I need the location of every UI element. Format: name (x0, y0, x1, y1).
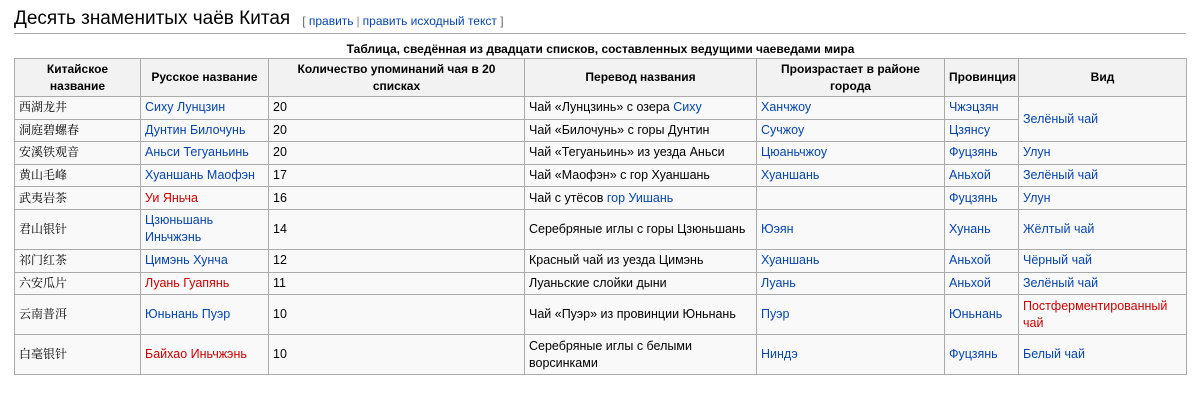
cell-city[interactable]: Юэян (757, 209, 945, 249)
cell-translation: Красный чай из уезда Цимэнь (525, 249, 757, 272)
cell-russian-name[interactable]: Хуаншань Маофэн (141, 164, 269, 187)
table-row (15, 335, 1187, 375)
table-row (15, 249, 1187, 272)
cell-russian-name[interactable]: Цзюньшань Иньчжэнь (141, 209, 269, 249)
cell-translation: Чай «Маофэн» с гор Хуаншань (525, 164, 757, 187)
table-row (15, 97, 1187, 120)
cell-province[interactable]: Цзянсу (945, 119, 1019, 142)
cell-chinese-name: 武夷岩茶 (15, 187, 141, 210)
edit-section-links (302, 12, 503, 30)
header-province: Провинция (945, 59, 1019, 97)
cell-count: 20 (269, 119, 525, 142)
cell-translation: Серебряные иглы с белыми ворсинками (525, 335, 757, 375)
cell-russian-name[interactable]: Байхао Иньчжэнь (141, 335, 269, 375)
cell-city[interactable]: Сучжоу (757, 119, 945, 142)
cell-province[interactable]: Хунань (945, 209, 1019, 249)
cell-count: 10 (269, 295, 525, 335)
cell-count: 12 (269, 249, 525, 272)
cell-city[interactable]: Луань (757, 272, 945, 295)
cell-count: 17 (269, 164, 525, 187)
section-heading (14, 6, 1186, 34)
cell-province[interactable]: Чжэцзян (945, 97, 1019, 120)
translation-text: Чай с утёсов (529, 190, 607, 205)
cell-chinese-name: 西湖龙井 (15, 97, 141, 120)
cell-province[interactable]: Фуцзянь (945, 142, 1019, 165)
cell-chinese-name: 祁门红茶 (15, 249, 141, 272)
table-row (15, 295, 1187, 335)
cell-chinese-name: 安溪铁观音 (15, 142, 141, 165)
cell-translation: Чай «Тегуаньинь» из уезда Аньси (525, 142, 757, 165)
cell-kind[interactable]: Жёлтый чай (1019, 209, 1187, 249)
edit-separator: | (356, 14, 360, 28)
header-city: Произрастает в районе города (757, 59, 945, 97)
cell-city[interactable]: Ниндэ (757, 335, 945, 375)
cell-city[interactable]: Ханчжоу (757, 97, 945, 120)
cell-city[interactable]: Хуаншань (757, 249, 945, 272)
table-row (15, 209, 1187, 249)
cell-kind[interactable]: Улун (1019, 187, 1187, 210)
edit-source-link[interactable]: править исходный текст (362, 14, 497, 28)
header-kind: Вид (1019, 59, 1187, 97)
cell-kind[interactable]: Белый чай (1019, 335, 1187, 375)
cell-kind[interactable]: Чёрный чай (1019, 249, 1187, 272)
cell-city[interactable]: Хуаншань (757, 164, 945, 187)
table-row (15, 187, 1187, 210)
table-row (15, 164, 1187, 187)
cell-city[interactable]: Цюаньчжоу (757, 142, 945, 165)
cell-russian-name[interactable]: Сиху Лунцзин (141, 97, 269, 120)
cell-count: 10 (269, 335, 525, 375)
cell-translation (525, 97, 757, 120)
cell-kind[interactable]: Зелёный чай (1019, 272, 1187, 295)
cell-translation: Луаньские слойки дыни (525, 272, 757, 295)
cell-russian-name[interactable]: Луань Гуапянь (141, 272, 269, 295)
cell-kind[interactable]: Зелёный чай (1019, 97, 1187, 142)
cell-russian-name[interactable]: Юньнань Пуэр (141, 295, 269, 335)
cell-kind[interactable]: Зелёный чай (1019, 164, 1187, 187)
cell-translation: Чай «Пуэр» из провинции Юньнань (525, 295, 757, 335)
cell-chinese-name: 君山银针 (15, 209, 141, 249)
cell-province[interactable]: Аньхой (945, 249, 1019, 272)
cell-city (757, 187, 945, 210)
cell-kind[interactable]: Улун (1019, 142, 1187, 165)
cell-translation: Серебряные иглы с горы Цзюньшань (525, 209, 757, 249)
translation-link[interactable]: гор Уишань (606, 190, 674, 205)
cell-russian-name[interactable]: Цимэнь Хунча (141, 249, 269, 272)
cell-translation: Чай «Билочунь» с горы Дунтин (525, 119, 757, 142)
header-translation: Перевод названия (525, 59, 757, 97)
cell-russian-name[interactable]: Дунтин Билочунь (141, 119, 269, 142)
cell-count: 16 (269, 187, 525, 210)
table-row (15, 142, 1187, 165)
cell-chinese-name: 洞庭碧螺春 (15, 119, 141, 142)
table-caption: Таблица, сведённая из двадцати списков, составленных ведущими чаеведами мира (346, 42, 855, 56)
cell-chinese-name: 六安瓜片 (15, 272, 141, 295)
cell-count: 20 (269, 97, 525, 120)
header-chinese-name: Китайское название (15, 59, 141, 97)
cell-chinese-name: 白毫银针 (15, 335, 141, 375)
cell-province[interactable]: Фуцзянь (945, 335, 1019, 375)
cell-chinese-name: 云南普洱 (15, 295, 141, 335)
table-row (15, 119, 1187, 142)
cell-translation (525, 187, 757, 210)
cell-kind[interactable]: Постферментированный чай (1019, 295, 1187, 335)
cell-russian-name[interactable]: Уи Яньча (141, 187, 269, 210)
cell-count: 14 (269, 209, 525, 249)
edit-link[interactable]: править (308, 14, 354, 28)
header-russian-name: Русское название (141, 59, 269, 97)
tea-table (14, 40, 1187, 375)
cell-russian-name[interactable]: Аньси Тегуаньинь (141, 142, 269, 165)
cell-count: 11 (269, 272, 525, 295)
cell-chinese-name: 黄山毛峰 (15, 164, 141, 187)
translation-link[interactable]: Сиху (673, 100, 702, 115)
translation-text: Чай «Лунцзинь» с озера (529, 100, 674, 115)
cell-city[interactable]: Пуэр (757, 295, 945, 335)
header-mention-count: Количество упоминаний чая в 20 списках (269, 59, 525, 97)
cell-province[interactable]: Юньнань (945, 295, 1019, 335)
cell-province[interactable]: Аньхой (945, 272, 1019, 295)
cell-count: 20 (269, 142, 525, 165)
cell-province[interactable]: Аньхой (945, 164, 1019, 187)
section-title: Десять знаменитых чаёв Китая (14, 8, 291, 29)
edit-bracket-open: [ (302, 14, 306, 28)
table-header-row (15, 59, 1187, 97)
table-row (15, 272, 1187, 295)
cell-province[interactable]: Фуцзянь (945, 187, 1019, 210)
edit-bracket-close: ] (500, 14, 504, 28)
